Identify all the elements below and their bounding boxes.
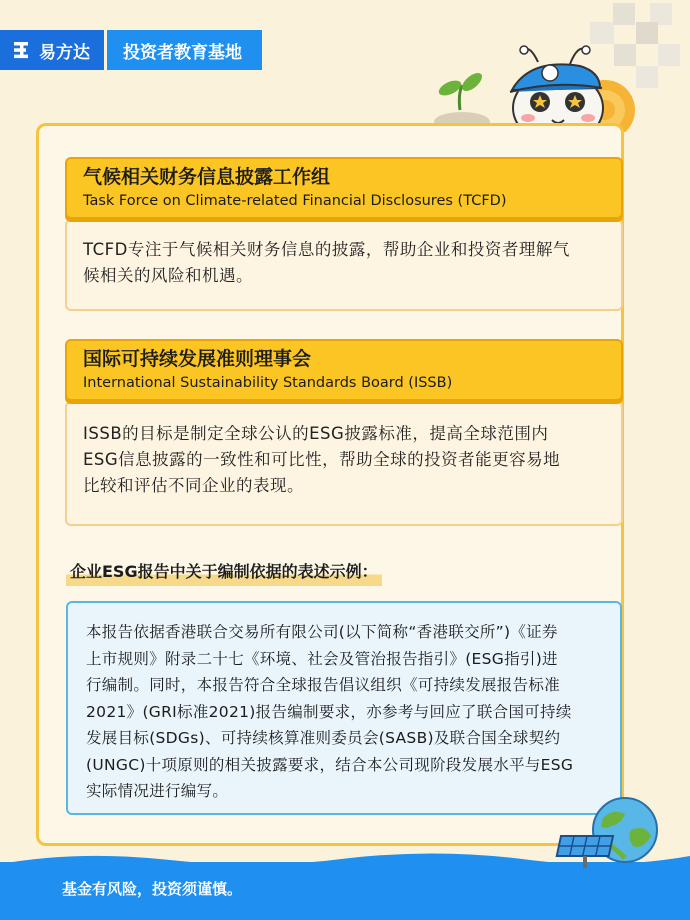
tcfd-card-header: [65, 157, 623, 219]
decor-pixel: [658, 44, 680, 66]
brand-bar: [0, 30, 262, 70]
issb-title: 国际可持续发展准则理事会: [83, 348, 312, 370]
brand-name: 易方达: [39, 42, 90, 63]
example-line: 2021》(GRI标准2021)报告编制要求，亦参考与回应了联合国可持续: [86, 702, 572, 721]
tcfd-body-line: 候相关的风险和机遇。: [83, 266, 253, 285]
risk-disclaimer: 基金有风险，投资须谨慎。: [62, 880, 243, 898]
issb-card: [65, 339, 623, 526]
issb-card-header: [65, 339, 623, 401]
tcfd-body-line: TCFD专注于气候相关财务信息的披露，帮助企业和投资者理解气: [83, 240, 570, 259]
example-heading: 企业ESG报告中关于编制依据的表述示例：: [66, 560, 382, 586]
example-line: 行编制。同时，本报告符合全球报告倡议组织《可持续发展报告标准: [86, 676, 561, 694]
efund-logo-icon: [14, 41, 34, 59]
issb-body-line: ISSB的目标是制定全球公认的ESG披露标准，提高全球范围内: [83, 424, 549, 443]
issb-card-body: [65, 401, 623, 526]
mascot-illustration: [430, 40, 640, 132]
brand-logo: [0, 30, 104, 70]
tcfd-english-title: Task Force on Climate-related Financial Disclosures (TCFD): [83, 193, 507, 209]
issb-english-title: International Sustainability Standards Board (ISSB): [83, 375, 453, 391]
brand-subtitle: 投资者教育基地: [107, 30, 262, 70]
tcfd-card: [65, 157, 623, 311]
example-line: 上市规则》附录二十七《环境、社会及管治报告指引》(ESG指引)进: [86, 649, 558, 668]
issb-body-line: ESG信息披露的一致性和可比性，帮助全球的投资者能更容易地: [83, 450, 561, 469]
tcfd-card-body: [65, 219, 623, 311]
example-line: (UNGC)十项原则的相关披露要求，结合本公司现阶段发展水平与ESG: [86, 755, 574, 774]
example-box: [66, 601, 622, 815]
decor-pixel: [613, 3, 635, 25]
example-line: 本报告依据香港联合交易所有限公司(以下简称“香港联交所”)《证券: [86, 623, 558, 641]
tcfd-title: 气候相关财务信息披露工作组: [83, 166, 331, 188]
earth-solar-illustration: [555, 790, 665, 870]
example-line: 发展目标(SDGs)、可持续核算准则委员会(SASB)及联合国全球契约: [86, 729, 561, 747]
issb-body-line: 比较和评估不同企业的表现。: [83, 476, 304, 495]
example-line: 实际情况进行编写。: [86, 782, 229, 800]
